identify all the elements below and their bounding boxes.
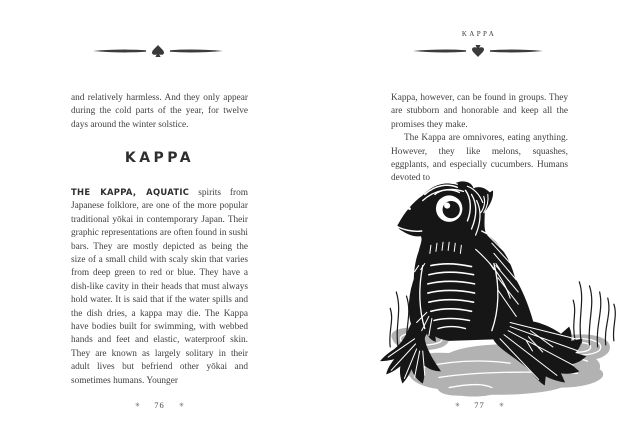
divider-rule-left bbox=[93, 44, 223, 58]
page-number: 76 bbox=[154, 400, 165, 410]
page-number: 77 bbox=[474, 400, 485, 410]
intro-paragraph: and relatively harmless. And they only appear during the cold parts of the year, for twelve days around the winter solstice. bbox=[71, 93, 248, 130]
left-page-footer bbox=[71, 401, 248, 410]
spade-down-icon bbox=[472, 45, 484, 57]
chapter-heading: KAPPA bbox=[124, 150, 195, 166]
right-page bbox=[320, 0, 640, 448]
right-body-block bbox=[391, 92, 568, 186]
footer-ornament-icon: ✳ bbox=[178, 401, 185, 409]
right-page-footer bbox=[391, 401, 568, 410]
intro-paragraph-block bbox=[71, 92, 248, 132]
spade-up-icon bbox=[152, 45, 164, 57]
footer-ornament-icon: ✳ bbox=[454, 401, 461, 409]
lead-in-text: THE KAPPA, AQUATIC bbox=[71, 187, 190, 197]
divider-rule-right bbox=[413, 44, 543, 58]
running-head: KAPPA bbox=[461, 30, 497, 38]
footer-ornament-icon: ✳ bbox=[498, 401, 505, 409]
paragraph: Kappa, however, can be found in groups. They are stubborn and honorable and keep all the promises they make. bbox=[391, 93, 568, 130]
chapter-body-block bbox=[71, 186, 248, 388]
body-text: spirits from Japanese folklore, are one of the more popular traditional yōkai in contemporary Japan. Their graphic representations are often found in sushi bars. They are mostly depicted as being the size of a small child with scaly skin that varies from deep green to red or blue. They have a dish-like cavity in their heads that must always hold water. It is said that if the water spills and the dish dries, a kappa may die. The Kappa have bodies built for swimming, with webbed hands and feet and elastic, waterproof skin. They are known as largely solitary in their adult lives but befriend other yōkai and sometimes humans. Younger bbox=[71, 188, 248, 386]
chapter-body-paragraph bbox=[71, 186, 248, 388]
kappa-illustration bbox=[378, 178, 622, 404]
footer-ornament-icon: ✳ bbox=[134, 401, 141, 409]
paragraph: The Kappa are omnivores, eating anything. However, they like melons, squashes, eggplants, and especially cucumbers. Humans devoted to bbox=[391, 133, 568, 184]
